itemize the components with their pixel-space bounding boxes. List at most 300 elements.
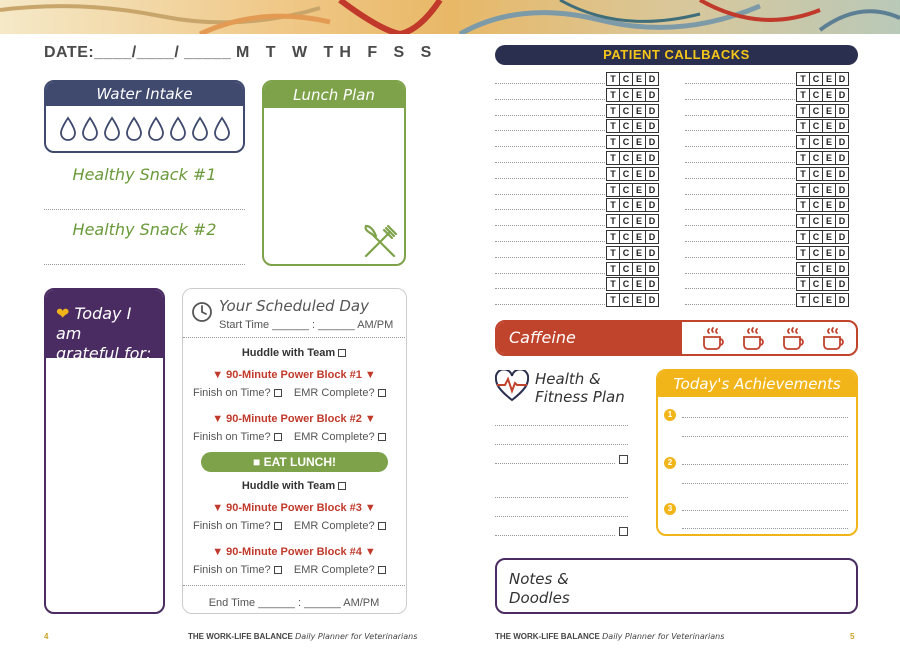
callback-line[interactable] <box>685 115 795 116</box>
callback-row <box>495 151 670 166</box>
tced-boxes <box>607 198 659 212</box>
tced-box[interactable]: T <box>606 214 620 228</box>
tced-box[interactable]: E <box>632 88 646 102</box>
achievement-number: 1 <box>664 409 676 421</box>
achievements-title: Today's Achievements <box>658 371 856 397</box>
tced-box[interactable]: C <box>809 214 823 228</box>
lunch-plan-title: Lunch Plan <box>264 82 404 108</box>
tced-box[interactable]: E <box>632 293 646 307</box>
page-number-left: 4 <box>44 632 49 641</box>
callback-line[interactable] <box>685 257 795 258</box>
tced-box[interactable]: C <box>809 183 823 197</box>
water-drop-icon[interactable] <box>191 116 209 142</box>
callback-line[interactable] <box>495 273 605 274</box>
tced-box[interactable]: D <box>835 135 849 149</box>
tced-boxes <box>797 246 849 260</box>
tced-boxes <box>607 230 659 244</box>
tced-box[interactable]: T <box>796 183 810 197</box>
patient-callbacks-header: PATIENT CALLBACKS <box>495 45 858 65</box>
tced-box[interactable]: C <box>619 119 633 133</box>
tced-box[interactable]: T <box>606 183 620 197</box>
healthy-snack-2-label: Healthy Snack #2 <box>72 220 217 239</box>
tced-box[interactable]: T <box>796 104 810 118</box>
finish-label: Finish on Time? <box>193 431 271 443</box>
schedule-card <box>182 288 407 614</box>
callback-row <box>495 293 670 308</box>
callback-line[interactable] <box>495 83 605 84</box>
finish-checkbox[interactable] <box>274 566 282 574</box>
tced-box[interactable]: T <box>796 198 810 212</box>
tced-box[interactable]: D <box>645 104 659 118</box>
tced-box[interactable]: C <box>809 88 823 102</box>
achievement-number: 2 <box>664 457 676 469</box>
tced-box[interactable]: D <box>645 214 659 228</box>
tced-box[interactable]: C <box>619 277 633 291</box>
tced-box[interactable]: E <box>822 277 836 291</box>
tced-box[interactable]: D <box>835 230 849 244</box>
tced-box[interactable]: C <box>619 72 633 86</box>
tced-box[interactable]: T <box>796 167 810 181</box>
tced-box[interactable]: C <box>809 246 823 260</box>
callback-line[interactable] <box>495 225 605 226</box>
tced-box[interactable]: D <box>835 262 849 276</box>
tced-box[interactable]: T <box>606 277 620 291</box>
gratitude-line-1: Today I am <box>56 304 132 343</box>
callback-line[interactable] <box>495 130 605 131</box>
water-intake-card <box>44 80 245 153</box>
tced-box[interactable]: D <box>835 277 849 291</box>
tced-box[interactable]: D <box>835 167 849 181</box>
tced-box[interactable]: T <box>796 230 810 244</box>
callback-line[interactable] <box>685 178 795 179</box>
gratitude-line-2: grateful for: <box>56 344 152 363</box>
callback-row <box>685 119 860 134</box>
tced-box[interactable]: E <box>632 72 646 86</box>
tced-box[interactable]: C <box>809 198 823 212</box>
tced-boxes <box>797 183 849 197</box>
tced-box[interactable]: T <box>606 262 620 276</box>
tced-boxes <box>797 293 849 307</box>
tced-box[interactable]: E <box>822 214 836 228</box>
tced-box[interactable]: C <box>619 293 633 307</box>
footer-subtitle: Daily Planner for Veterinarians <box>602 632 725 641</box>
emr-label: EMR Complete? <box>293 520 375 532</box>
gratitude-card <box>44 288 165 614</box>
tced-boxes <box>797 88 849 102</box>
tced-boxes <box>607 104 659 118</box>
callback-row <box>495 119 670 134</box>
healthy-snack-1-label: Healthy Snack #1 <box>72 165 217 184</box>
tced-box[interactable]: D <box>835 214 849 228</box>
tced-box[interactable]: E <box>822 167 836 181</box>
emr-checkbox[interactable] <box>378 566 386 574</box>
tced-box[interactable]: D <box>645 277 659 291</box>
notes-line-1: Notes & <box>509 570 569 588</box>
footer-title: THE WORK-LIFE BALANCE <box>495 632 600 641</box>
fitness-title <box>535 370 625 406</box>
tced-box[interactable]: C <box>619 262 633 276</box>
tced-boxes <box>797 214 849 228</box>
date-label: DATE:____/____/ _____ <box>44 44 232 61</box>
tced-box[interactable]: E <box>822 135 836 149</box>
callback-row <box>685 72 860 87</box>
tced-box[interactable]: C <box>619 246 633 260</box>
heart-icon: ❤ <box>56 304 70 323</box>
callback-row <box>495 183 670 198</box>
tced-box[interactable]: T <box>606 72 620 86</box>
tced-box[interactable]: E <box>632 198 646 212</box>
tced-box[interactable]: D <box>835 183 849 197</box>
callback-row <box>685 198 860 213</box>
tced-box[interactable]: D <box>645 198 659 212</box>
tced-boxes <box>797 230 849 244</box>
callback-row <box>495 167 670 182</box>
water-drops <box>46 106 243 142</box>
water-drop-icon[interactable] <box>147 116 165 142</box>
callback-row <box>685 293 860 308</box>
tced-box[interactable]: D <box>645 230 659 244</box>
emr-checkbox[interactable] <box>378 389 386 397</box>
tced-box[interactable]: E <box>632 135 646 149</box>
water-drop-icon[interactable] <box>169 116 187 142</box>
eat-lunch-label: EAT LUNCH! <box>263 455 337 469</box>
tced-boxes <box>607 119 659 133</box>
power-block-1: ▼ 90-Minute Power Block #1 ▼ <box>212 369 376 381</box>
tced-box[interactable]: D <box>645 167 659 181</box>
tced-box[interactable]: T <box>796 119 810 133</box>
tced-box[interactable]: C <box>809 72 823 86</box>
callback-line[interactable] <box>685 194 795 195</box>
tced-box[interactable]: T <box>606 135 620 149</box>
tced-box[interactable]: E <box>632 183 646 197</box>
tced-boxes <box>797 72 849 86</box>
tced-box[interactable]: D <box>835 151 849 165</box>
callback-row <box>495 104 670 119</box>
footer-right <box>495 632 724 641</box>
callback-line[interactable] <box>685 225 795 226</box>
coffee-cup-icon[interactable] <box>781 326 807 352</box>
tced-box[interactable]: C <box>619 167 633 181</box>
tced-boxes <box>797 119 849 133</box>
tced-boxes <box>607 262 659 276</box>
callback-row <box>495 262 670 277</box>
fitness-checkbox[interactable] <box>619 527 628 536</box>
callback-line[interactable] <box>685 304 795 305</box>
callback-row <box>685 167 860 182</box>
tced-box[interactable]: E <box>632 151 646 165</box>
tced-box[interactable]: C <box>619 214 633 228</box>
callback-row <box>495 198 670 213</box>
callback-line[interactable] <box>685 99 795 100</box>
callback-row <box>495 214 670 229</box>
tced-boxes <box>607 167 659 181</box>
snack-divider <box>44 264 245 265</box>
water-drop-icon[interactable] <box>59 116 77 142</box>
callback-row <box>495 72 670 87</box>
huddle-checkbox[interactable] <box>338 482 346 490</box>
tced-box[interactable]: D <box>835 198 849 212</box>
tced-box[interactable]: D <box>835 119 849 133</box>
caffeine-card <box>495 320 858 356</box>
tced-box[interactable]: T <box>606 104 620 118</box>
tced-boxes <box>797 151 849 165</box>
tced-box[interactable]: T <box>606 198 620 212</box>
tced-box[interactable]: D <box>645 246 659 260</box>
lunch-plan-card <box>262 80 406 266</box>
tced-box[interactable]: T <box>606 167 620 181</box>
heartbeat-icon <box>495 370 529 402</box>
tced-box[interactable]: D <box>645 88 659 102</box>
tced-box[interactable]: D <box>645 151 659 165</box>
tced-box[interactable]: C <box>809 119 823 133</box>
tced-box[interactable]: E <box>632 230 646 244</box>
weekday-selector: M T W TH F S S <box>236 44 438 61</box>
tced-box[interactable]: T <box>606 246 620 260</box>
coffee-cup-icon[interactable] <box>741 326 767 352</box>
tced-boxes <box>607 277 659 291</box>
finish-label: Finish on Time? <box>193 564 271 576</box>
callback-row <box>685 151 860 166</box>
tced-box[interactable]: E <box>822 88 836 102</box>
tced-box[interactable]: C <box>619 198 633 212</box>
huddle-row <box>183 480 405 492</box>
footer-left <box>188 632 417 641</box>
tced-box[interactable]: D <box>835 88 849 102</box>
callback-line[interactable] <box>685 273 795 274</box>
callback-row <box>495 230 670 245</box>
tced-box[interactable]: C <box>809 262 823 276</box>
tced-boxes <box>607 72 659 86</box>
tced-box[interactable]: C <box>619 135 633 149</box>
achievements-card <box>656 369 858 536</box>
block-4-checks <box>183 564 405 576</box>
emr-label: EMR Complete? <box>293 564 375 576</box>
tced-box[interactable]: C <box>619 88 633 102</box>
tced-box[interactable]: T <box>796 293 810 307</box>
tced-box[interactable]: C <box>809 151 823 165</box>
callback-row <box>495 88 670 103</box>
tced-boxes <box>797 167 849 181</box>
callback-line[interactable] <box>495 99 605 100</box>
tced-box[interactable]: T <box>796 262 810 276</box>
callback-line[interactable] <box>685 130 795 131</box>
notes-card[interactable] <box>495 558 858 614</box>
tced-box[interactable]: C <box>619 104 633 118</box>
tced-box[interactable]: T <box>796 214 810 228</box>
tced-box[interactable]: C <box>809 230 823 244</box>
tced-box[interactable]: T <box>796 246 810 260</box>
eat-lunch-banner: ■ EAT LUNCH! <box>201 452 388 472</box>
tced-box[interactable]: D <box>645 262 659 276</box>
tced-box[interactable]: C <box>809 167 823 181</box>
callback-row <box>685 214 860 229</box>
tced-box[interactable]: D <box>835 246 849 260</box>
callback-line[interactable] <box>495 194 605 195</box>
tced-box[interactable]: D <box>645 183 659 197</box>
fitness-checkbox[interactable] <box>619 455 628 464</box>
callback-row <box>685 277 860 292</box>
power-block-4: ▼ 90-Minute Power Block #4 ▼ <box>212 546 376 558</box>
coffee-cup-icon[interactable] <box>821 326 847 352</box>
callback-line[interactable] <box>685 241 795 242</box>
callback-row <box>685 104 860 119</box>
emr-checkbox[interactable] <box>378 433 386 441</box>
finish-checkbox[interactable] <box>274 433 282 441</box>
tced-box[interactable]: E <box>632 167 646 181</box>
notes-line-2: Doodles <box>509 589 570 607</box>
fork-knife-icon <box>362 224 398 260</box>
tced-box[interactable]: E <box>632 246 646 260</box>
callback-row <box>495 135 670 150</box>
huddle-label: Huddle with Team <box>241 480 336 492</box>
tced-boxes <box>797 104 849 118</box>
tced-box[interactable]: E <box>822 72 836 86</box>
tced-box[interactable]: E <box>822 104 836 118</box>
fitness-line-1: Health & <box>535 370 601 388</box>
tced-box[interactable]: C <box>619 230 633 244</box>
tced-box[interactable]: C <box>809 293 823 307</box>
tced-boxes <box>607 135 659 149</box>
water-intake-title: Water Intake <box>46 82 243 106</box>
callback-line[interactable] <box>495 241 605 242</box>
callback-row <box>685 183 860 198</box>
finish-checkbox[interactable] <box>274 389 282 397</box>
tced-boxes <box>607 214 659 228</box>
tced-box[interactable]: T <box>606 119 620 133</box>
tced-box[interactable]: T <box>606 151 620 165</box>
achievement-number: 3 <box>664 503 676 515</box>
page-number-right: 5 <box>850 632 855 641</box>
tced-box[interactable]: T <box>796 72 810 86</box>
tced-box[interactable]: E <box>632 119 646 133</box>
tced-boxes <box>607 151 659 165</box>
footer-title: THE WORK-LIFE BALANCE <box>188 632 293 641</box>
tced-box[interactable]: E <box>822 119 836 133</box>
callback-line[interactable] <box>495 209 605 210</box>
callback-line[interactable] <box>685 288 795 289</box>
tced-box[interactable]: D <box>835 72 849 86</box>
tced-box[interactable]: E <box>632 262 646 276</box>
callback-row <box>685 88 860 103</box>
tced-box[interactable]: D <box>835 293 849 307</box>
water-drop-icon[interactable] <box>81 116 99 142</box>
callback-row <box>495 246 670 261</box>
tced-box[interactable]: T <box>796 135 810 149</box>
callback-line[interactable] <box>685 146 795 147</box>
water-drop-icon[interactable] <box>213 116 231 142</box>
tced-box[interactable]: E <box>822 293 836 307</box>
fitness-line-2: Fitness Plan <box>535 388 625 406</box>
huddle-row <box>183 347 405 359</box>
callback-line[interactable] <box>495 162 605 163</box>
finish-checkbox[interactable] <box>274 522 282 530</box>
callback-line[interactable] <box>685 209 795 210</box>
tced-box[interactable]: E <box>822 183 836 197</box>
emr-checkbox[interactable] <box>378 522 386 530</box>
tced-box[interactable]: C <box>619 183 633 197</box>
snack-divider <box>44 209 245 210</box>
clock-icon <box>191 301 213 323</box>
tced-box[interactable]: D <box>645 119 659 133</box>
water-drop-icon[interactable] <box>125 116 143 142</box>
tced-boxes <box>607 246 659 260</box>
tced-boxes <box>607 183 659 197</box>
power-block-2: ▼ 90-Minute Power Block #2 ▼ <box>212 413 376 425</box>
coffee-cup-icon[interactable] <box>701 326 727 352</box>
tced-box[interactable]: C <box>809 277 823 291</box>
header-artwork <box>0 0 900 34</box>
tced-boxes <box>797 135 849 149</box>
callback-line[interactable] <box>495 115 605 116</box>
tced-box[interactable]: E <box>822 230 836 244</box>
tced-box[interactable]: T <box>606 230 620 244</box>
tced-box[interactable]: C <box>809 104 823 118</box>
emr-label: EMR Complete? <box>293 387 375 399</box>
tced-boxes <box>607 293 659 307</box>
tced-boxes <box>797 198 849 212</box>
caffeine-title: Caffeine <box>497 322 682 354</box>
tced-box[interactable]: D <box>645 72 659 86</box>
callback-line[interactable] <box>495 288 605 289</box>
tced-box[interactable]: C <box>619 151 633 165</box>
huddle-label: Huddle with Team <box>241 347 336 359</box>
tced-box[interactable]: E <box>632 104 646 118</box>
callback-row <box>685 230 860 245</box>
callback-line[interactable] <box>495 178 605 179</box>
callback-line[interactable] <box>495 304 605 305</box>
tced-box[interactable]: D <box>835 104 849 118</box>
tced-box[interactable]: E <box>632 214 646 228</box>
huddle-checkbox[interactable] <box>338 349 346 357</box>
start-time: Start Time ______ : ______ AM/PM <box>219 319 394 331</box>
block-3-checks <box>183 520 405 532</box>
tced-box[interactable]: D <box>645 135 659 149</box>
callback-line[interactable] <box>685 83 795 84</box>
tced-box[interactable]: C <box>809 135 823 149</box>
tced-box[interactable]: E <box>822 151 836 165</box>
tced-box[interactable]: T <box>796 88 810 102</box>
schedule-title: Your Scheduled Day <box>219 297 369 315</box>
callback-line[interactable] <box>495 146 605 147</box>
finish-label: Finish on Time? <box>193 387 271 399</box>
emr-label: EMR Complete? <box>293 431 375 443</box>
tced-box[interactable]: T <box>796 277 810 291</box>
footer-subtitle: Daily Planner for Veterinarians <box>295 632 418 641</box>
block-2-checks <box>183 431 405 443</box>
tced-box[interactable]: E <box>822 198 836 212</box>
callback-row <box>685 135 860 150</box>
callback-line[interactable] <box>495 257 605 258</box>
end-time: End Time ______ : ______ AM/PM <box>208 597 380 609</box>
water-drop-icon[interactable] <box>103 116 121 142</box>
tced-box[interactable]: T <box>606 293 620 307</box>
callback-line[interactable] <box>685 162 795 163</box>
callback-row <box>685 246 860 261</box>
notes-title <box>509 570 570 608</box>
tced-box[interactable]: E <box>632 277 646 291</box>
tced-boxes <box>797 262 849 276</box>
tced-box[interactable]: T <box>606 88 620 102</box>
callback-row <box>495 277 670 292</box>
tced-box[interactable]: T <box>796 151 810 165</box>
tced-box[interactable]: E <box>822 246 836 260</box>
tced-boxes <box>607 88 659 102</box>
power-block-3: ▼ 90-Minute Power Block #3 ▼ <box>212 502 376 514</box>
finish-label: Finish on Time? <box>193 520 271 532</box>
tced-box[interactable]: D <box>645 293 659 307</box>
gratitude-header <box>46 290 163 363</box>
tced-box[interactable]: E <box>822 262 836 276</box>
